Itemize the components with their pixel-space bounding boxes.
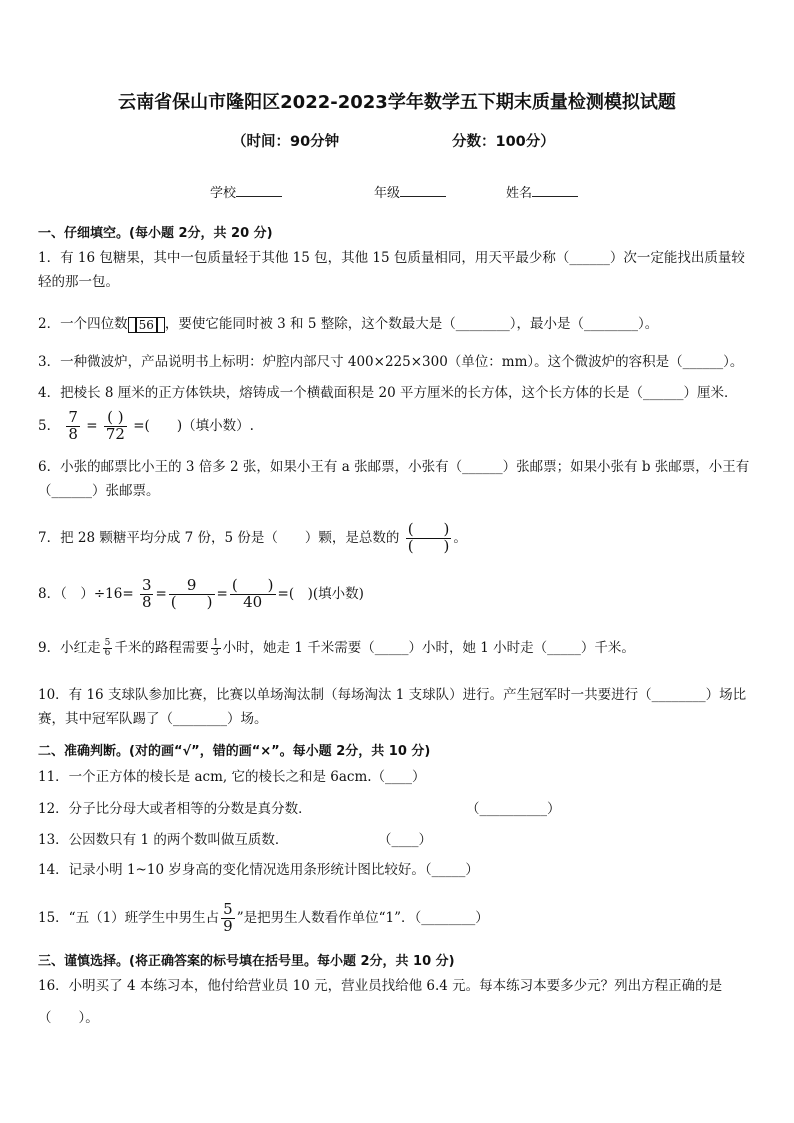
fraction-5-6 (103, 639, 113, 659)
question-10: 10．有 16 支球队参加比赛，比赛以单场淘汰制（每场淘汰 1 支球队）进行。产生冠军时一共要进行（________）场比赛，其中冠军队踢了（________）场。 (38, 687, 747, 727)
question-8-text-b: =( )(填小数) (277, 585, 364, 602)
section-heading-1: 一、仔细填空。(每小题 2分，共 20 分) (38, 226, 273, 241)
question-16-text: 16．小明买了 4 本练习本，他付给营业员 10 元，营业员找给他 6.4 元。每本练习本要多少元？列出方程正确的是 (38, 978, 723, 994)
school-blank[interactable] (236, 184, 282, 197)
numerator: ( ) (104, 410, 127, 427)
name-field[interactable] (506, 182, 578, 201)
numerator: 5 (223, 900, 233, 918)
denominator: ( ) (170, 592, 213, 611)
question-12-text: 12．分子比分母大或者相等的分数是真分数． (38, 801, 312, 817)
question-4: 4．把棱长 8 厘米的正方体铁块，熔铸成一个横截面积是 20 平方厘米的长方体，这个长方体的长是（______）厘米． (38, 385, 738, 401)
question-2-text-a: 2．一个四位数 (38, 316, 128, 332)
question-11: 11．一个正方体的棱长是 acm, 它的棱长之和是 6acm.（____） (38, 769, 426, 785)
numerator: ( ) (231, 576, 274, 594)
denominator: 40 (243, 592, 263, 611)
question-16-blank: （ ）。 (38, 1010, 99, 1026)
fraction-blank (406, 522, 452, 555)
question-3: 3．一种微波炉，产品说明书上标明：炉腔内部尺寸 400×225×300（单位：mm）。这个微波炉的容积是（______）。 (38, 354, 744, 370)
denominator: 8 (68, 424, 78, 443)
question-8-text-a: 8．（ ）÷16= (38, 585, 134, 602)
question-7 (38, 522, 758, 555)
digit-box (128, 317, 136, 333)
page-title: 云南省保山市隆阳区2022-2023学年数学五下期末质量检测模拟试题 (118, 92, 676, 113)
fraction-blank-40 (230, 578, 276, 611)
question-5-number: 5． (38, 417, 61, 434)
question-15-text-b: ”是把男生人数看作单位“1”．（________） (236, 909, 489, 926)
question-9 (38, 636, 758, 660)
question-6: 6．小张的邮票比小王的 3 倍多 2 张，如果小王有 a 张邮票，小张有（______）张邮票；如果小张有 b 张邮票，小王有（______）张邮票。 (38, 459, 750, 499)
question-5: 5． $\frac{7}{8}$ = $\frac{( )}{72}$ =( )（填小数）. (38, 408, 254, 443)
fraction-9-blank (169, 578, 215, 611)
exam-time: （时间：90分钟 (232, 134, 340, 150)
question-15-text-a: 15．“五（1）班学生中男生占 (38, 909, 220, 926)
school-label: 学校 (210, 186, 237, 201)
denominator: 6 (104, 648, 111, 658)
question-13-text: 13．公因数只有 1 的两个数叫做互质数． (38, 832, 289, 848)
question-2 (38, 312, 758, 337)
name-label: 姓名 (506, 186, 533, 201)
question-13 (38, 828, 758, 852)
question-8: 8．（ ）÷16= $\frac{3}{8}$ = $\frac{9}{( )}$ = $\frac{( )}{40}$ =( )(填小数) (38, 576, 364, 611)
numerator: ( ) (407, 520, 450, 538)
numerator: 9 (169, 578, 215, 595)
numerator: 3 (141, 576, 152, 594)
question-7-text-a: 7．把 28 颗糖平均分成 7 份，5 份是（ ）颗，是总数的 (38, 529, 400, 546)
section-heading-2: 二、准确判断。(对的画“√”，错的画“×”。每小题 2分，共 10 分) (38, 744, 431, 759)
question-9-text-c: 小时，她走 1 千米需要（_____）小时，她 1 小时走（_____）千米。 (222, 640, 635, 656)
denominator: 3 (212, 648, 219, 658)
numerator: 1 (212, 637, 219, 648)
numerator: 7 (68, 408, 78, 426)
digit-boxes (128, 313, 165, 337)
digit-box (157, 317, 165, 333)
denominator: 9 (223, 916, 233, 935)
school-field[interactable] (210, 182, 282, 201)
name-blank[interactable] (532, 184, 578, 197)
question-1: 1．有 16 包糖果，其中一包质量轻于其他 15 包，其他 15 包质量相同，用天平最少称（______）次一定能找出质量较轻的那一包。 (38, 250, 745, 290)
question-16 (38, 974, 758, 1030)
fraction-5-9 (221, 902, 235, 935)
question-2-text-b: ，要使它能同时被 3 和 5 整除，这个数最大是（________），最小是（________）。 (164, 316, 659, 332)
denominator: ( ) (407, 536, 450, 555)
question-12 (38, 797, 758, 821)
grade-label: 年级 (374, 186, 401, 201)
question-14: 14．记录小明 1~10 岁身高的变化情况选用条形统计图比较好。（_____） (38, 862, 479, 878)
section-heading-3: 三、谨慎选择。(将正确答案的标号填在括号里。每小题 2分，共 10 分) (38, 954, 455, 969)
question-13-blank[interactable]: （____） (378, 832, 432, 848)
question-5-text: =( )（填小数）. (133, 417, 254, 434)
fraction-blank-72 (104, 410, 127, 443)
digit-box-known: 56 (136, 317, 157, 333)
question-9-text-b: 千米的路程需要 (114, 640, 209, 656)
question-9-text-a: 9．小红走 (38, 640, 101, 656)
denominator: 72 (105, 424, 125, 443)
numerator: 5 (104, 637, 111, 648)
grade-field[interactable] (374, 182, 446, 201)
question-12-blank[interactable]: （__________） (466, 801, 561, 817)
question-7-text-b: 。 (453, 529, 467, 546)
question-15 (38, 902, 758, 935)
fraction-3-8 (140, 578, 154, 611)
fraction-7-8 (66, 410, 80, 443)
grade-blank[interactable] (400, 184, 446, 197)
fraction-1-3 (211, 639, 221, 659)
exam-score: 分数：100分） (452, 134, 555, 150)
denominator: 8 (141, 592, 152, 611)
